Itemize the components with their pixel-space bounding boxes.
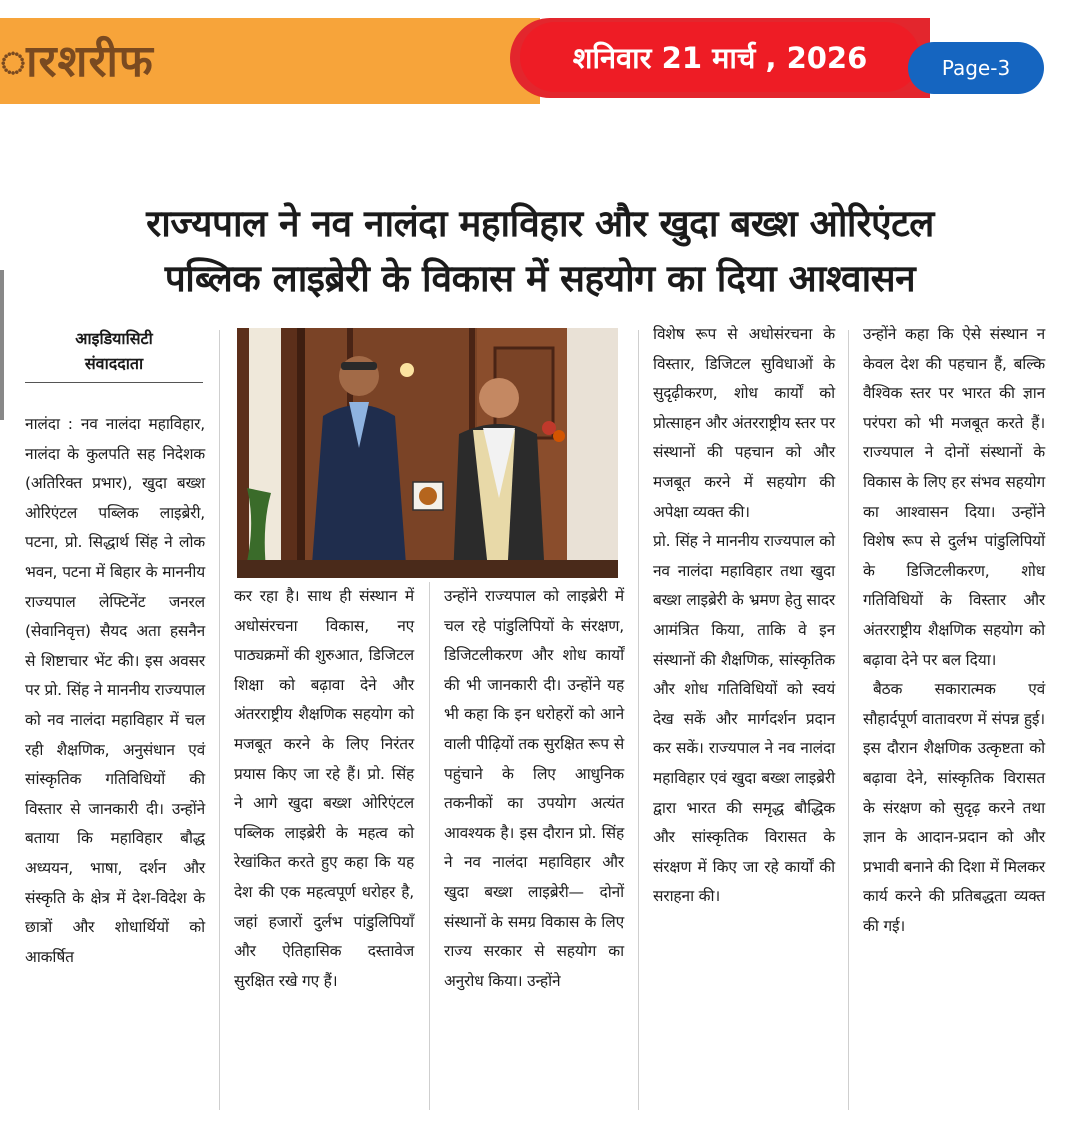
headline-line-1: राज्यपाल ने नव नालंदा महाविहार और खुदा बख्श ओरिएंटल	[146, 202, 934, 245]
column-divider	[429, 582, 430, 1110]
column-1-text: नालंदा : नव नालंदा महाविहार, नालंदा के कुलपति सह निदेशक (अतिरिक्त प्रभार), खुदा बख्श ओरिएंटल पब्लिक लाइब्रेरी, पटना, प्रो. सिद्धार्थ सिंह ने लोक भवन, पटना में बिहार के माननीय राज्यपाल लेफ्टिनेंट जनरल (सेवानिवृत्त) सैयद अता हसनैन से शिष्टाचार भेंट की। इस अवसर पर प्रो. सिंह ने माननीय राज्यपाल को नव नालंदा महाविहार में चल रही शैक्षणिक, अनुसंधान एवं सांस्कृतिक गतिविधियों की विस्तार से जानकारी दी। उन्होंने बताया कि महाविहार बौद्ध अध्ययन, भाषा, दर्शन और संस्कृति के क्षेत्र में देश-विदेश के छात्रों और शोधार्थियों को आकर्षित	[25, 415, 205, 966]
masthead-title: ारशरीफ	[0, 36, 154, 87]
column-3-text: उन्होंने राज्यपाल को लाइब्रेरी में चल रहे पांडुलिपियों के संरक्षण, डिजिटलीकरण और शोध कार्यों की भी जानकारी दी। उन्होंने यह भी कहा कि इन धरोहरों को आने वाली पीढ़ियों तक सुरक्षित रूप से पहुंचाने के लिए आधुनिक तकनीकों का उपयोग अत्यंत आवश्यक है। इस दौरान प्रो. सिंह ने नव नालंदा महाविहार और खुदा बख्श लाइब्रेरी— दोनों संस्थानों के समग्र विकास के लिए राज्य सरकार से सहयोग का अनुरोध किया। उन्होंने	[444, 587, 624, 990]
article-column-1	[25, 410, 205, 972]
photo-illustration	[237, 328, 618, 578]
column-5-paragraph-1: उन्होंने कहा कि ऐसे संस्थान न केवल देश की पहचान हैं, बल्कि वैश्विक स्तर पर भारत की ज्ञान परंपरा को भी मजबूत करते हैं। राज्यपाल ने दोनों संस्थानों के विकास के लिए हर संभव सहयोग का आश्वासन दिया। उन्होंने विशेष रूप से दुर्लभ पांडुलिपियों के डिजिटलीकरण, शोध गतिविधियों के विस्तार और अंतरराष्ट्रीय शैक्षणिक सहयोग को बढ़ावा देने पर बल दिया।	[863, 325, 1045, 669]
article-column-4	[653, 320, 835, 912]
date-label: शनिवार 21 मार्च , 2026	[520, 22, 920, 92]
column-4-paragraph-2: प्रो. सिंह ने माननीय राज्यपाल को नव नालंदा महाविहार तथा खुदा बख्श लाइब्रेरी के भ्रमण हेतु सादर आमंत्रित किया, ताकि वे इन संस्थानों की शैक्षणिक, सांस्कृतिक और शोध गतिविधियों को स्वयं देख सकें और मार्गदर्शन प्रदान कर सकें। राज्यपाल ने नव नालंदा महाविहार एवं खुदा बख्श लाइब्रेरी द्वारा भारत की समृद्ध बौद्धिक और सांस्कृतिक विरासत के संरक्षण में किए जा रहे कार्यों की सराहना की।	[653, 532, 835, 906]
column-5-paragraph-2: बैठक सकारात्मक एवं सौहार्दपूर्ण वातावरण में संपन्न हुई। इस दौरान शैक्षणिक उत्कृष्टता को बढ़ावा देने, सांस्कृतिक विरासत के संरक्षण को सुदृढ़ करने तथा ज्ञान के आदान-प्रदान को और प्रभावी बनाने की दिशा में मिलकर कार्य करने की प्रतिबद्धता व्यक्त की गई।	[863, 680, 1045, 935]
article-photo	[237, 328, 618, 578]
article-column-2	[234, 582, 414, 996]
column-divider	[638, 330, 639, 1110]
column-divider	[219, 330, 220, 1110]
page-number-badge: Page-3	[908, 42, 1044, 94]
article-headline	[20, 196, 1060, 306]
byline	[25, 326, 203, 383]
column-2-text: कर रहा है। साथ ही संस्थान में अधोसंरचना विकास, नए पाठ्यक्रमों की शुरुआत, डिजिटल शिक्षा को बढ़ावा देने और अंतरराष्ट्रीय शैक्षणिक सहयोग को मजबूत करने के लिए निरंतर प्रयास किए जा रहे हैं। प्रो. सिंह ने आगे खुदा बख्श ओरिएंटल पब्लिक लाइब्रेरी के महत्व को रेखांकित करते हुए कहा कि यह देश की एक महत्वपूर्ण धरोहर है, जहां हजारों दुर्लभ पांडुलिपियाँ और ऐतिहासिक दस्तावेज सुरक्षित रखे गए हैं।	[234, 587, 414, 990]
column-4-paragraph-1: विशेष रूप से अधोसंरचना के विस्तार, डिजिटल सुविधाओं के सुदृढ़ीकरण, शोध कार्यों को प्रोत्साहन और अंतरराष्ट्रीय स्तर पर संस्थानों की पहचान को और मजबूत करने में सहयोग की अपेक्षा व्यक्त की।	[653, 325, 835, 521]
byline-role: संवाददाता	[84, 354, 144, 373]
left-edge-cutoff	[0, 270, 4, 420]
headline-line-2: पब्लिक लाइब्रेरी के विकास में सहयोग का दिया आश्वासन	[164, 257, 916, 300]
article-column-3	[444, 582, 624, 996]
column-divider	[848, 330, 849, 1110]
byline-source: आइडियासिटी	[75, 329, 153, 348]
article-column-5	[863, 320, 1045, 941]
